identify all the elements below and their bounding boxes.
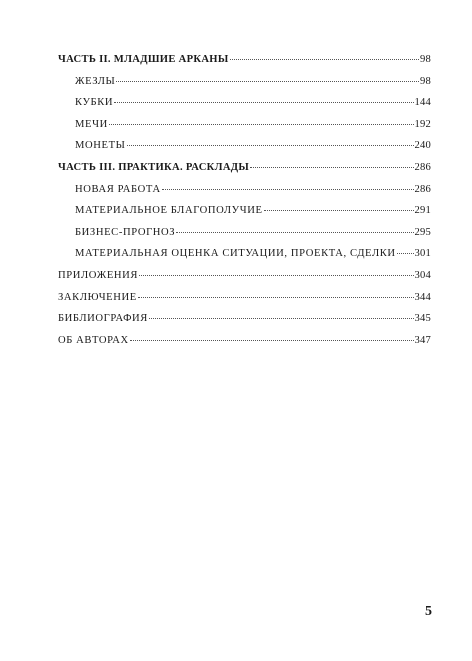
toc-entry-cups[interactable] xyxy=(58,97,431,119)
toc-entry-material-assessment[interactable] xyxy=(58,248,431,270)
toc-leader-dots xyxy=(114,102,413,103)
toc-entry-title: КУБКИ xyxy=(75,97,114,109)
toc-entry-page: 304 xyxy=(414,269,431,281)
table-of-contents xyxy=(58,54,431,356)
toc-entry-part-2[interactable] xyxy=(58,54,431,76)
toc-leader-dots xyxy=(264,210,414,211)
toc-entry-coins[interactable] xyxy=(58,140,431,162)
toc-entry-title: МЕЧИ xyxy=(75,118,108,130)
toc-entry-page: 291 xyxy=(414,205,431,217)
toc-entry-title: БИЗНЕС-ПРОГНОЗ xyxy=(75,226,176,238)
toc-entry-title: БИБЛИОГРАФИЯ xyxy=(58,313,148,325)
toc-entry-title: ОБ АВТОРАХ xyxy=(58,334,129,346)
toc-entry-title: МАТЕРИАЛЬНОЕ БЛАГОПОЛУЧИЕ xyxy=(75,205,263,217)
toc-entry-conclusion[interactable] xyxy=(58,292,431,314)
toc-entry-appendices[interactable] xyxy=(58,270,431,292)
toc-leader-dots xyxy=(149,318,414,319)
toc-entry-title: ЖЕЗЛЫ xyxy=(75,75,116,87)
toc-leader-dots xyxy=(397,253,414,254)
toc-entry-title: МОНЕТЫ xyxy=(75,140,126,152)
toc-entry-page: 295 xyxy=(414,226,431,238)
toc-entry-new-job[interactable] xyxy=(58,184,431,206)
toc-leader-dots xyxy=(130,340,414,341)
toc-entry-page: 286 xyxy=(414,161,431,173)
toc-entry-title: НОВАЯ РАБОТА xyxy=(75,183,161,195)
toc-entry-material-wellbeing[interactable] xyxy=(58,205,431,227)
toc-entry-page: 240 xyxy=(414,140,431,152)
toc-leader-dots xyxy=(127,145,414,146)
toc-entry-page: 345 xyxy=(414,313,431,325)
toc-entry-bibliography[interactable] xyxy=(58,313,431,335)
toc-entry-page: 192 xyxy=(414,118,431,130)
toc-entry-page: 347 xyxy=(414,334,431,346)
toc-entry-title: ЧАСТЬ III. ПРАКТИКА. РАСКЛАДЫ xyxy=(58,161,250,173)
toc-entry-page: 344 xyxy=(414,291,431,303)
toc-entry-page: 286 xyxy=(414,183,431,195)
toc-entry-swords[interactable] xyxy=(58,119,431,141)
toc-entry-business-forecast[interactable] xyxy=(58,227,431,249)
toc-leader-dots xyxy=(230,59,419,60)
toc-leader-dots xyxy=(116,81,419,82)
toc-leader-dots xyxy=(176,232,413,233)
toc-leader-dots xyxy=(162,189,414,190)
toc-entry-title: МАТЕРИАЛЬНАЯ ОЦЕНКА СИТУАЦИИ, ПРОЕКТА, СДЕЛКИ xyxy=(75,248,396,260)
page-number: 5 xyxy=(425,604,432,619)
toc-entry-part-3[interactable] xyxy=(58,162,431,184)
toc-entry-about-authors[interactable] xyxy=(58,335,431,357)
toc-leader-dots xyxy=(138,297,414,298)
toc-entry-title: ЗАКЛЮЧЕНИЕ xyxy=(58,291,137,303)
toc-leader-dots xyxy=(109,124,414,125)
toc-leader-dots xyxy=(250,167,413,168)
toc-entry-page: 301 xyxy=(414,248,431,260)
toc-entry-page: 98 xyxy=(420,75,431,87)
toc-leader-dots xyxy=(139,275,413,276)
toc-entry-wands[interactable] xyxy=(58,76,431,98)
toc-entry-title: ЧАСТЬ II. МЛАДШИЕ АРКАНЫ xyxy=(58,54,229,65)
toc-entry-title: ПРИЛОЖЕНИЯ xyxy=(58,269,139,281)
toc-entry-page: 144 xyxy=(414,97,431,109)
toc-entry-page: 98 xyxy=(420,54,431,65)
